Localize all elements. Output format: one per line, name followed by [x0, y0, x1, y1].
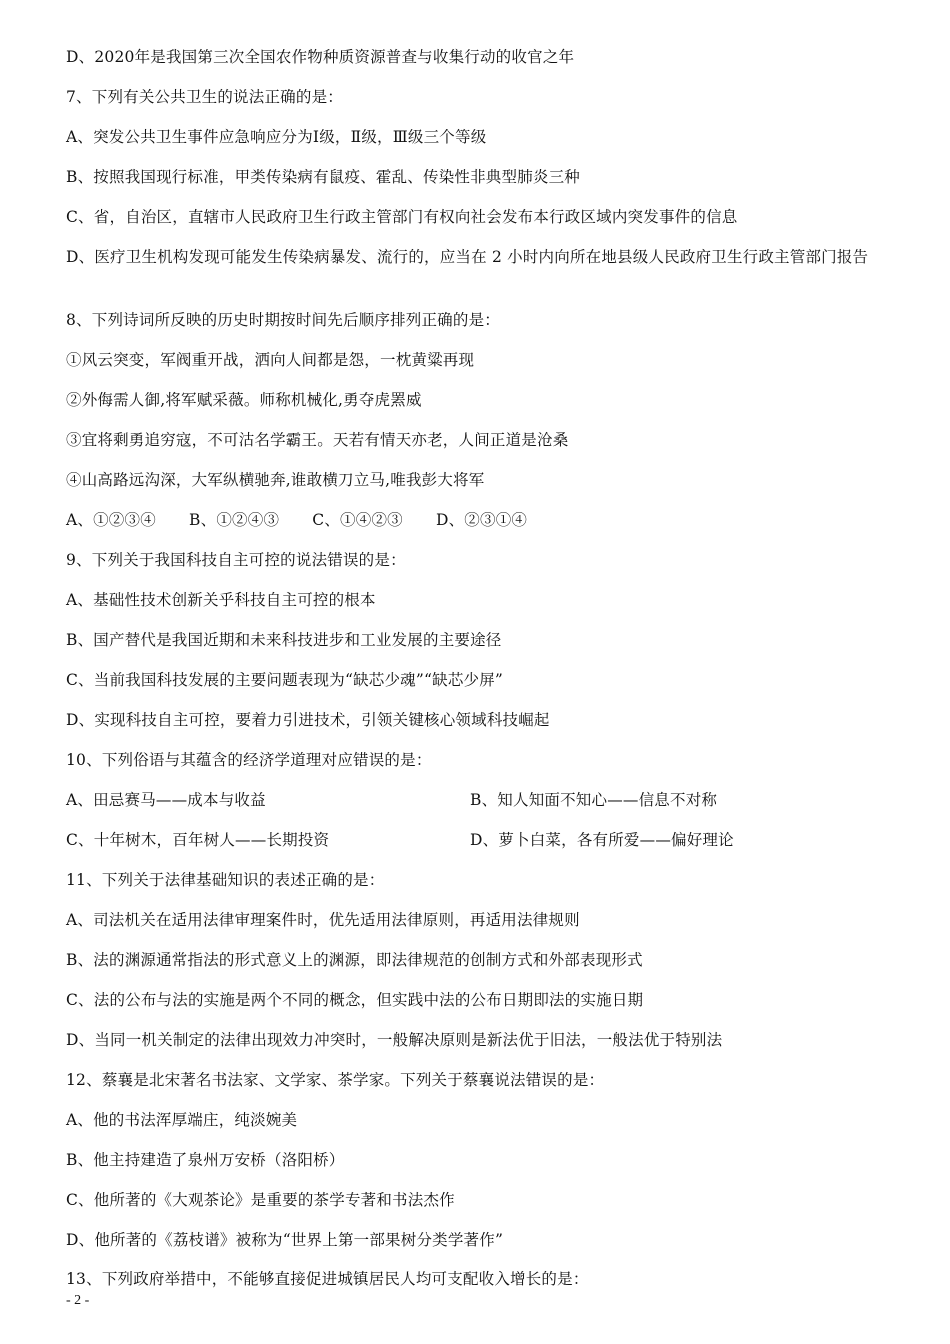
q8-stem: 8、下列诗词所反映的历史时期按时间先后顺序排列正确的是：: [66, 311, 500, 329]
q10-option-c: C、十年树木，百年树人——长期投资: [66, 831, 330, 849]
q9-option-d: D、实现科技自主可控，要着力引进技术，引领关键核心领域科技崛起: [66, 711, 550, 729]
q10-option-a: A、田忌赛马——成本与收益: [66, 791, 266, 809]
q7-option-c: C、省，自治区，直辖市人民政府卫生行政主管部门有权向社会发布本行政区域内突发事件的信息: [66, 208, 738, 226]
q8-poem-4: ④山高路远沟深，大军纵横驰奔,谁敢横刀立马,唯我彭大将军: [66, 471, 485, 489]
q11-option-a: A、司法机关在适用法律审理案件时，优先适用法律原则，再适用法律规则: [66, 911, 580, 929]
q12-stem: 12、蔡襄是北宋著名书法家、文学家、茶学家。下列关于蔡襄说法错误的是：: [66, 1071, 605, 1089]
q7-stem: 7、下列有关公共卫生的说法正确的是：: [66, 88, 343, 106]
q10-option-d: D、萝卜白菜，各有所爱——偏好理论: [470, 831, 734, 849]
q9-stem: 9、下列关于我国科技自主可控的说法错误的是：: [66, 551, 406, 569]
q12-option-c: C、他所著的《大观茶论》是重要的茶学专著和书法杰作: [66, 1191, 455, 1209]
q11-stem: 11、下列关于法律基础知识的表述正确的是：: [66, 871, 385, 889]
q7-option-a: A、突发公共卫生事件应急响应分为Ⅰ级，Ⅱ级，Ⅲ级三个等级: [66, 128, 487, 146]
q8-poem-2: ②外侮需人御,将军赋采薇。师称机械化,勇夺虎罴威: [66, 391, 422, 409]
q9-option-a: A、基础性技术创新关乎科技自主可控的根本: [66, 591, 376, 609]
q8-poem-1: ①风云突变，军阀重开战，洒向人间都是怨，一枕黄粱再现: [66, 351, 475, 369]
q8-option-a: A、①②③④: [66, 511, 156, 529]
q8-poem-3: ③宜将剩勇追穷寇，不可沽名学霸王。天若有情天亦老，人间正道是沧桑: [66, 431, 569, 449]
q13-stem: 13、下列政府举措中，不能够直接促进城镇居民人均可支配收入增长的是：: [66, 1270, 589, 1288]
q7-option-b: B、按照我国现行标准，甲类传染病有鼠疫、霍乱、传染性非典型肺炎三种: [66, 168, 580, 186]
q11-option-d: D、当同一机关制定的法律出现效力冲突时，一般解决原则是新法优于旧法，一般法优于特别法: [66, 1031, 723, 1049]
q7-option-d: D、医疗卫生机构发现可能发生传染病暴发、流行的，应当在 2 小时内向所在地县级人民政府卫生行政主管部门报告: [66, 248, 869, 266]
q11-option-b: B、法的渊源通常指法的形式意义上的渊源，即法律规范的创制方式和外部表现形式: [66, 951, 643, 969]
q9-option-b: B、国产替代是我国近期和未来科技进步和工业发展的主要途径: [66, 631, 502, 649]
q12-option-b: B、他主持建造了泉州万安桥（洛阳桥）: [66, 1151, 345, 1169]
q8-option-b: B、①②④③: [189, 511, 280, 529]
q10-stem: 10、下列俗语与其蕴含的经济学道理对应错误的是：: [66, 751, 432, 769]
page-number: - 2 -: [66, 1293, 90, 1308]
q8-option-d: D、②③①④: [435, 511, 528, 529]
q12-option-a: A、他的书法浑厚端庄，纯淡婉美: [66, 1111, 298, 1129]
q8-options: [66, 510, 555, 530]
q10-option-b: B、知人知面不知心——信息不对称: [470, 791, 718, 809]
q9-option-c: C、当前我国科技发展的主要问题表现为“缺芯少魂”“缺芯少屏”: [66, 671, 504, 689]
q6-option-d: D、2020年是我国第三次全国农作物种质资源普查与收集行动的收官之年: [66, 48, 575, 66]
q8-option-c: C、①④②③: [312, 511, 403, 529]
q11-option-c: C、法的公布与法的实施是两个不同的概念，但实践中法的公布日期即法的实施日期: [66, 991, 644, 1009]
q12-option-d: D、他所著的《荔枝谱》被称为“世界上第一部果树分类学著作”: [66, 1231, 504, 1249]
